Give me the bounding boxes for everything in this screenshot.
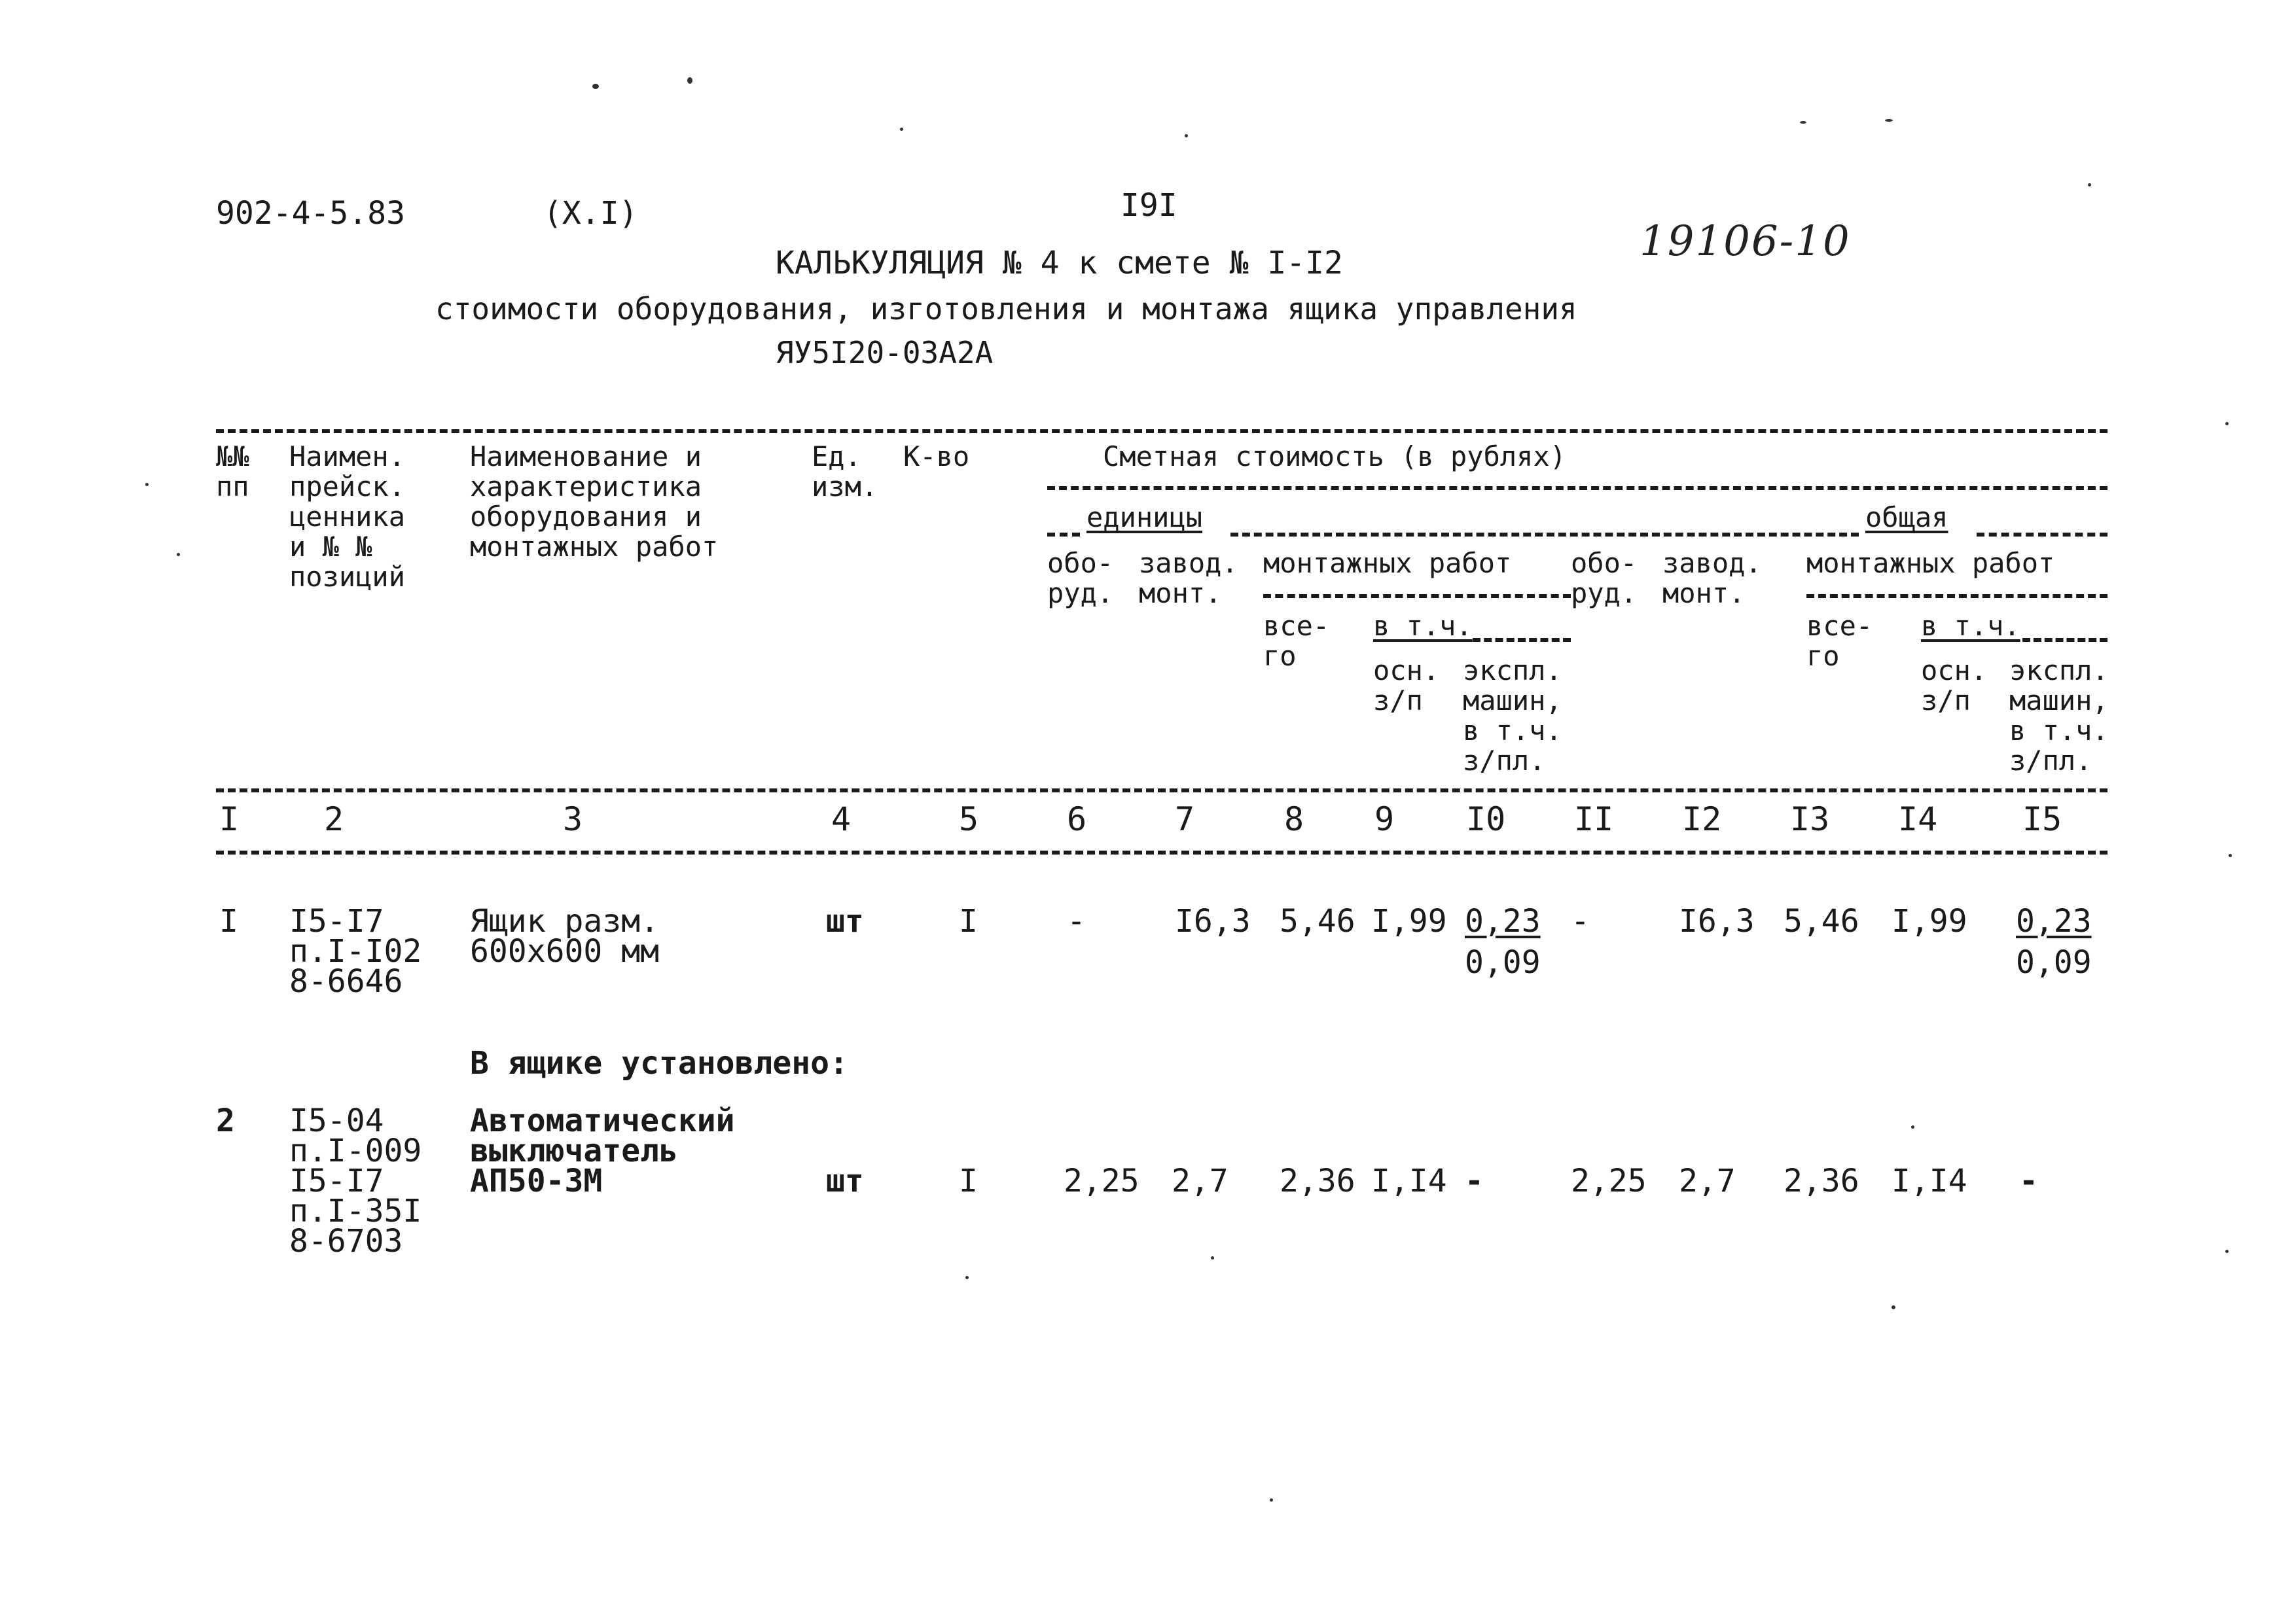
col-header-equip-total: обо- руд. bbox=[1571, 547, 1638, 609]
row-mounting-total-unit: 2,36 bbox=[1280, 1163, 1355, 1199]
document-subtitle: стоимости оборудования, изготовления и монтажа ящика управления bbox=[435, 291, 1577, 327]
colnum-1: I bbox=[219, 800, 240, 838]
row-machines-total: - bbox=[2019, 1163, 2038, 1199]
row-mounting-total: 2,36 bbox=[1784, 1163, 1859, 1199]
col-header-machines-total: экспл. машин, в т.ч. з/пл. bbox=[2009, 654, 2109, 777]
col-header-incl-unit: в т.ч. bbox=[1373, 610, 1473, 642]
col-header-num: №№ пп bbox=[216, 440, 249, 503]
total-group-rule bbox=[1977, 533, 2108, 537]
row-pricelist-code: I5-I7 п.I-I02 8-6646 bbox=[289, 903, 422, 1000]
row-quantity: I bbox=[959, 1163, 978, 1199]
colnum-2: 2 bbox=[324, 800, 344, 838]
col-header-basic-wage-total: осн. з/п bbox=[1921, 654, 1988, 716]
colnum-11: II bbox=[1574, 800, 1614, 838]
unit-group-rule-right bbox=[1230, 533, 1859, 537]
colnum-13: I3 bbox=[1790, 800, 1830, 838]
row-basic-wage-unit: I,99 bbox=[1371, 903, 1447, 940]
row-equip-total: 2,25 bbox=[1571, 1163, 1647, 1199]
col-header-pricelist: Наимен. прейск. ценника и № № позиций bbox=[289, 440, 406, 593]
document-code: 902-4-5.83 bbox=[216, 195, 405, 232]
row-equip-unit: 2,25 bbox=[1064, 1163, 1139, 1199]
row-basic-wage-total: I,I4 bbox=[1892, 1163, 1967, 1199]
colnum-10: I0 bbox=[1466, 800, 1506, 838]
row-factory-total: 2,7 bbox=[1679, 1163, 1736, 1199]
col-header-mounting-total: монтажных работ bbox=[1806, 547, 2055, 579]
colnum-7: 7 bbox=[1175, 800, 1195, 838]
row-number: I bbox=[219, 903, 238, 940]
colnum-14: I4 bbox=[1898, 800, 1938, 838]
mounting-unit-rule bbox=[1263, 594, 1571, 598]
row-basic-wage-total: I,99 bbox=[1892, 903, 1967, 940]
row-mounting-total: 5,46 bbox=[1784, 903, 1859, 940]
col-header-incl-total: в т.ч. bbox=[1921, 610, 2020, 642]
row-number: 2 bbox=[216, 1103, 235, 1139]
row-basic-wage-unit: I,I4 bbox=[1371, 1163, 1447, 1199]
colnum-3: 3 bbox=[563, 800, 583, 838]
unit-group-heading: единицы bbox=[1086, 501, 1203, 533]
col-header-mounting-unit: монтажных работ bbox=[1263, 547, 1512, 579]
colnum-5: 5 bbox=[959, 800, 979, 838]
unit-group-rule-left bbox=[1047, 533, 1080, 537]
col-header-machines-unit: экспл. машин, в т.ч. з/пл. bbox=[1463, 654, 1562, 777]
colnum-4: 4 bbox=[831, 800, 852, 838]
row-unit: шт bbox=[826, 903, 864, 940]
row-description: Ящик разм. 600х600 мм bbox=[470, 903, 659, 970]
row-unit: шт bbox=[826, 1163, 864, 1199]
header-bottom-rule bbox=[216, 788, 2108, 792]
row-machines-wage-total: 0,09 bbox=[2016, 944, 2092, 981]
mounting-total-rule bbox=[1806, 594, 2108, 598]
col-header-description: Наименование и характеристика оборудования и монтажных работ bbox=[470, 440, 719, 563]
document-subtitle-2: ЯУ5I20-03А2А bbox=[776, 335, 994, 370]
row-quantity: I bbox=[959, 903, 978, 940]
row-equip-total: - bbox=[1571, 903, 1590, 940]
col-header-total-unit: все- го bbox=[1263, 610, 1330, 672]
document-title: КАЛЬКУЛЯЦИЯ № 4 к смете № I-I2 bbox=[776, 245, 1343, 281]
incl-unit-rule bbox=[1473, 638, 1571, 642]
section-label: (X.I) bbox=[543, 195, 638, 232]
col-header-equip-unit: обо- руд. bbox=[1047, 547, 1114, 609]
row-factory-total: I6,3 bbox=[1679, 903, 1755, 940]
col-header-basic-wage-unit: осн. з/п bbox=[1373, 654, 1440, 716]
colnum-15: I5 bbox=[2022, 800, 2062, 838]
colnum-6: 6 bbox=[1067, 800, 1087, 838]
cost-group-heading: Сметная стоимость (в рублях) bbox=[1103, 440, 1567, 472]
cost-group-rule bbox=[1047, 486, 2108, 490]
colnum-12: I2 bbox=[1682, 800, 1722, 838]
row-machines-total: 0,23 bbox=[2016, 903, 2092, 940]
col-header-factory-unit: завод. монт. bbox=[1139, 547, 1238, 609]
row-machines-wage-unit: 0,09 bbox=[1465, 944, 1541, 981]
column-numbers-bottom-rule bbox=[216, 851, 2108, 855]
row-mounting-total-unit: 5,46 bbox=[1280, 903, 1355, 940]
colnum-9: 9 bbox=[1374, 800, 1395, 838]
row-equip-unit: - bbox=[1067, 903, 1086, 940]
handwritten-number: 19106-10 bbox=[1640, 217, 1851, 266]
col-header-qty: К-во bbox=[903, 440, 970, 472]
row-pricelist-code: I5-04 п.I-009 I5-I7 п.I-35I 8-6703 bbox=[289, 1103, 422, 1260]
total-group-heading: общая bbox=[1865, 501, 1948, 533]
col-header-unit: Ед. изм. bbox=[812, 440, 878, 503]
col-header-total-total: все- го bbox=[1806, 610, 1873, 672]
row-description: Автоматический выключатель АП50-3М bbox=[470, 1103, 735, 1199]
row-machines-unit: 0,23 bbox=[1465, 903, 1541, 940]
row-machines-unit: - bbox=[1465, 1163, 1484, 1199]
col-header-factory-total: завод. монт. bbox=[1662, 547, 1762, 609]
colnum-8: 8 bbox=[1284, 800, 1304, 838]
incl-total-rule bbox=[2022, 638, 2108, 642]
row-factory-unit: 2,7 bbox=[1172, 1163, 1229, 1199]
row-factory-unit: I6,3 bbox=[1175, 903, 1251, 940]
installed-note: В ящике установлено: bbox=[470, 1045, 848, 1082]
table-top-rule bbox=[216, 429, 2108, 433]
page-number: I9I bbox=[1121, 187, 1177, 224]
